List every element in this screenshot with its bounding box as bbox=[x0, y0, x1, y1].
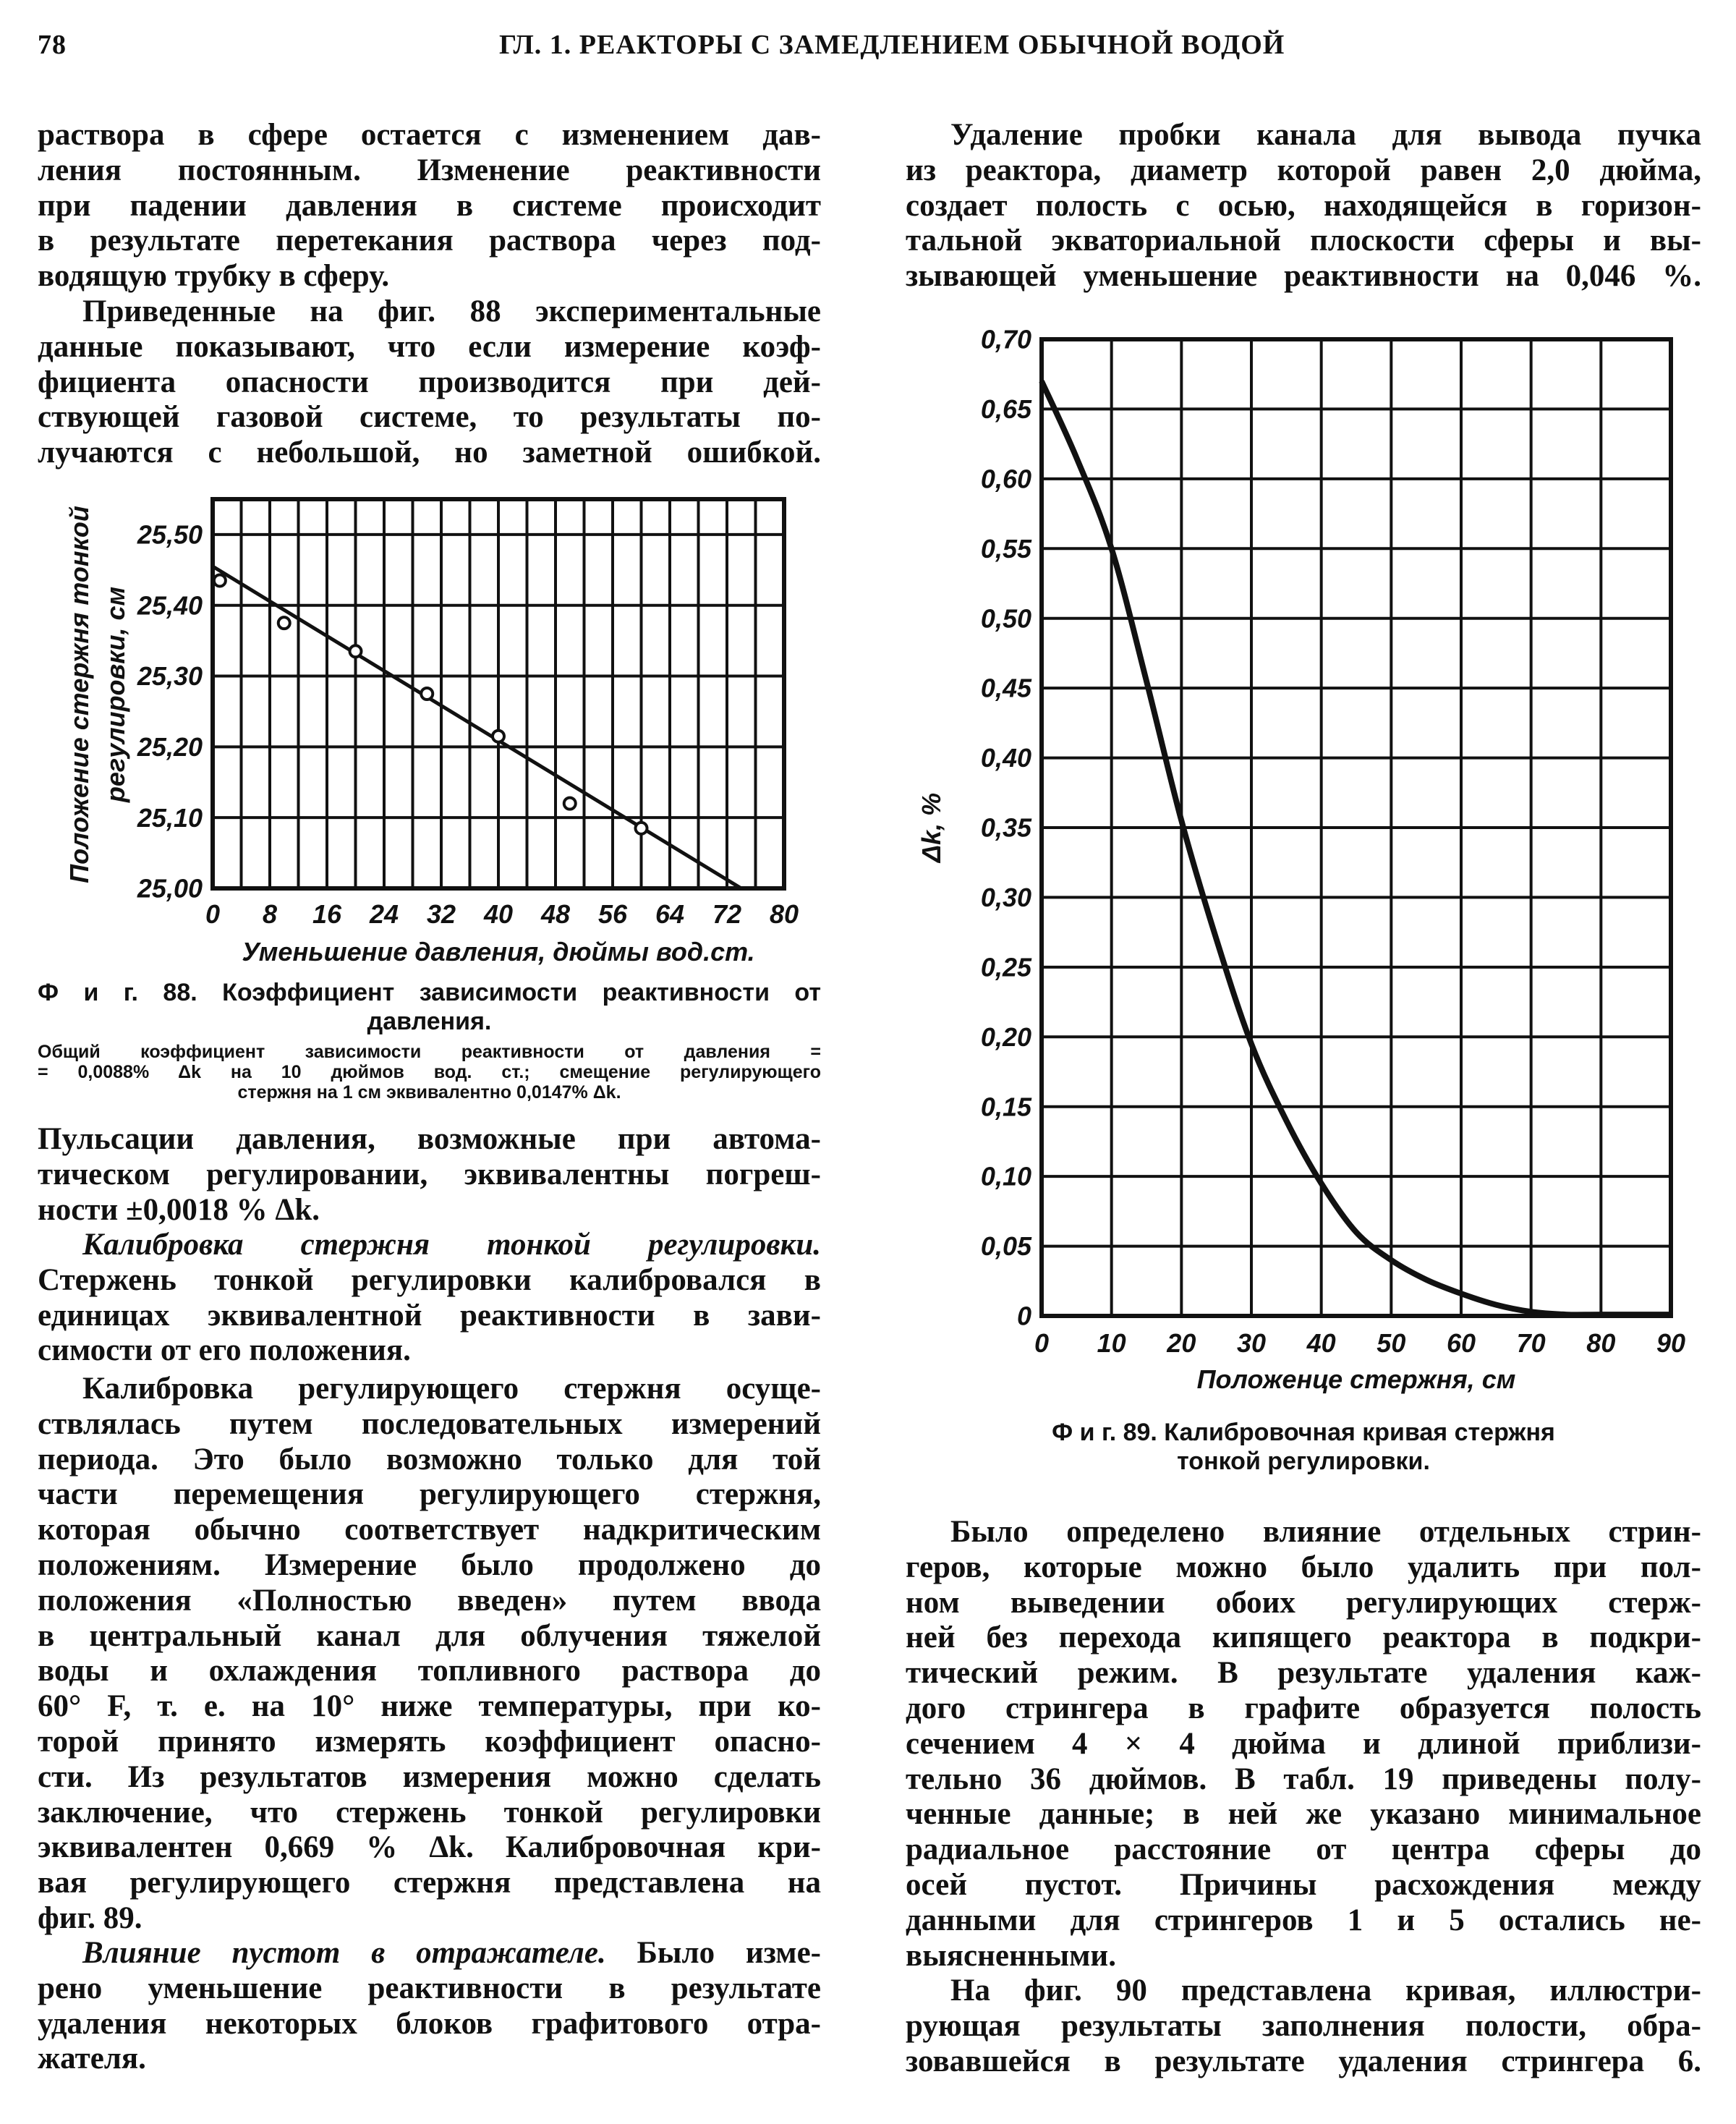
x-tick-label: 80 bbox=[769, 899, 799, 929]
text-line: Стержень тонкой регулировки калибровался в bbox=[38, 1262, 821, 1297]
x-tick-label: 16 bbox=[312, 899, 342, 929]
y-tick-label: 0,30 bbox=[980, 883, 1031, 913]
text-line: Было определено влияние отдельных стрин- bbox=[950, 1515, 1701, 1549]
fig88-caption-note-2: = 0,0088% Δk на 10 дюймов вод. ст.; смещение регулирующего bbox=[38, 1062, 821, 1082]
text-line: торой принято измерять коэффициент опасно- bbox=[38, 1724, 821, 1759]
text-line: ствлялась путем последовательных измерений bbox=[38, 1406, 821, 1441]
x-tick-label: 40 bbox=[1306, 1328, 1336, 1358]
section-heading-calibration: Калибровка стержня тонкой регулировки. bbox=[82, 1228, 821, 1262]
text-line: тельно 36 дюймов. В табл. 19 приведены полу- bbox=[906, 1762, 1701, 1796]
text-line: тическом регулировании, эквивалентны погреш- bbox=[38, 1157, 821, 1191]
x-tick-label: 72 bbox=[712, 899, 742, 929]
fig88-caption-title-2: давления. bbox=[367, 1008, 492, 1035]
text-line: геров, которые можно было удалить при пол- bbox=[906, 1550, 1701, 1584]
calibration-curve bbox=[1042, 381, 1671, 1315]
x-tick-label: 32 bbox=[426, 899, 456, 929]
text-line: положения «Полностью введен» путем ввода bbox=[38, 1583, 821, 1618]
text-line: 60° F, т. е. на 10° ниже температуры, при ко- bbox=[38, 1689, 821, 1724]
text-line: Приведенные на фиг. 88 экспериментальные bbox=[82, 294, 821, 328]
y-axis-label: Δk, % bbox=[916, 792, 946, 863]
text-line: Удаление пробки канала для вывода пучка bbox=[950, 118, 1701, 152]
y-tick-label: 0,65 bbox=[980, 394, 1031, 425]
x-tick-label: 90 bbox=[1656, 1328, 1686, 1358]
text-line: ления постоянным. Изменение реактивности bbox=[38, 153, 821, 187]
x-tick-label: 56 bbox=[597, 899, 628, 929]
text-line: зывающей уменьшение реактивности на 0,046 %. bbox=[906, 259, 1701, 294]
text-line: тический режим. В результате удаления каж- bbox=[906, 1656, 1701, 1691]
text-line: части перемещения регулирующего стержня, bbox=[38, 1477, 821, 1512]
text-line: которая обычно соответствует надкритическим bbox=[38, 1513, 821, 1547]
running-title: ГЛ. 1. РЕАКТОРЫ С ЗАМЕДЛЕНИЕМ ОБЫЧНОЙ ВОДОЙ bbox=[499, 30, 1285, 60]
text-line: из реактора, диаметр которой равен 2,0 дюйма, bbox=[906, 153, 1701, 187]
x-tick-label: 10 bbox=[1097, 1328, 1126, 1358]
fig88-caption-note-1: Общий коэффициент зависимости реактивности от давления = bbox=[38, 1042, 821, 1062]
x-tick-label: 24 bbox=[369, 899, 399, 929]
x-tick-label: 8 bbox=[262, 899, 278, 929]
text-line: ном выведении обоих регулирующих стерж- bbox=[906, 1585, 1701, 1620]
data-point bbox=[636, 823, 647, 834]
fig89-caption-title-2: тонкой регулировки. bbox=[1177, 1448, 1430, 1475]
x-axis-label: Положенце стержня, см bbox=[1196, 1364, 1516, 1394]
section-heading-voids: Влияние пустот в отражателе. bbox=[82, 1936, 606, 1970]
data-point bbox=[278, 617, 290, 629]
text-line: ней без перехода кипящего реактора в подкри- bbox=[906, 1620, 1701, 1655]
page-number: 78 bbox=[38, 30, 67, 60]
data-point bbox=[564, 798, 576, 810]
text-line: зовавшейся в результате удаления стрингера 6. bbox=[906, 2044, 1701, 2078]
y-tick-label: 0,40 bbox=[980, 743, 1031, 773]
y-tick-label: 25,20 bbox=[137, 731, 203, 762]
text-line: данными для стрингеров 1 и 5 остались не- bbox=[906, 1903, 1701, 1937]
text-line: осей пустот. Причины расхождения между bbox=[906, 1867, 1701, 1902]
text-line: эквивалентен 0,669 % Δk. Калибровочная кри- bbox=[38, 1830, 821, 1865]
x-tick-label: 30 bbox=[1236, 1328, 1267, 1358]
text-line: рующая результаты заполнения полости, обра- bbox=[906, 2008, 1701, 2043]
text-line: единицах эквивалентной реактивности в зави- bbox=[38, 1298, 821, 1333]
text-line: фициента опасности производится при дей- bbox=[38, 365, 821, 399]
text-line: жателя. bbox=[38, 2042, 146, 2076]
fig89-caption-title-1: Ф и г. 89. Калибровочная кривая стержня bbox=[1052, 1419, 1555, 1446]
x-tick-label: 0 bbox=[1034, 1328, 1050, 1358]
x-tick-label: 40 bbox=[483, 899, 514, 929]
text-line: ствующей газовой системе, то результаты по- bbox=[38, 400, 821, 435]
text-line: данные показывают, что если измерение коэф- bbox=[38, 329, 821, 364]
y-tick-label: 25,40 bbox=[137, 590, 203, 621]
section-heading-voids-rest: Было изме- bbox=[605, 1936, 821, 1970]
text-line: Калибровка регулирующего стержня осуще- bbox=[82, 1372, 821, 1406]
x-tick-label: 64 bbox=[655, 899, 685, 929]
text-line: удаления некоторых блоков графитового отра- bbox=[38, 2006, 821, 2041]
data-point bbox=[214, 574, 226, 586]
text-line: радиальное расстояние от центра сферы до bbox=[906, 1832, 1701, 1867]
text-line: лучаются с небольшой, но заметной ошибкой. bbox=[38, 436, 821, 470]
fig88-caption-title-1: Ф и г. 88. Коэффициент зависимости реактивности от bbox=[38, 979, 821, 1006]
text-line: периода. Это было возможно только для той bbox=[38, 1442, 821, 1477]
text-line: тальной экваториальной плоскости сферы и вы- bbox=[906, 224, 1701, 258]
x-axis-label: Уменьшение давления, дюймы вод.ст. bbox=[242, 937, 755, 967]
text-line: сти. Из результатов измерения можно сделать bbox=[38, 1759, 821, 1794]
y-tick-label: 0,10 bbox=[980, 1161, 1031, 1191]
x-tick-label: 48 bbox=[540, 899, 571, 929]
data-point bbox=[421, 688, 433, 700]
data-point bbox=[350, 645, 362, 657]
text-line: дого стрингера в графите образуется полость bbox=[906, 1691, 1701, 1725]
text-line: в центральный канал для облучения тяжелой bbox=[38, 1618, 821, 1653]
y-tick-label: 25,30 bbox=[137, 661, 203, 692]
text-line: водящую трубку в сферу. bbox=[38, 259, 390, 294]
y-tick-label: 25,50 bbox=[137, 519, 203, 550]
text-line: создает полость с осью, находящейся в горизон- bbox=[906, 188, 1701, 223]
text-line: вая регулирующего стержня представлена на bbox=[38, 1866, 821, 1900]
text-line: заключение, что стержень тонкой регулировки bbox=[38, 1795, 821, 1830]
text-line: положениям. Измерение было продолжено до bbox=[38, 1547, 821, 1582]
y-tick-label: 0,35 bbox=[980, 812, 1031, 843]
y-tick-label: 0,60 bbox=[980, 464, 1031, 494]
y-tick-label: 0,05 bbox=[980, 1231, 1031, 1262]
y-axis-label: Положение стержня тонкой bbox=[64, 506, 94, 883]
text-line: воды и охлаждения топливного раствора до bbox=[38, 1654, 821, 1688]
x-tick-label: 50 bbox=[1377, 1328, 1406, 1358]
x-tick-label: 80 bbox=[1586, 1328, 1616, 1358]
fig88-caption-note-3: стержня на 1 см эквивалентно 0,0147% Δk. bbox=[237, 1082, 621, 1103]
y-tick-label: 25,10 bbox=[137, 802, 203, 833]
y-tick-label: 25,00 bbox=[137, 873, 203, 904]
y-tick-label: 0,45 bbox=[980, 673, 1031, 703]
x-tick-label: 20 bbox=[1167, 1328, 1196, 1358]
y-tick-label: 0 bbox=[1016, 1301, 1031, 1331]
text-line: симости от его положения. bbox=[38, 1333, 411, 1368]
text-line: выясненными. bbox=[906, 1938, 1116, 1973]
y-tick-label: 0,15 bbox=[980, 1092, 1031, 1122]
text-line: Пульсации давления, возможные при автома- bbox=[38, 1122, 821, 1156]
data-point bbox=[493, 731, 504, 742]
text-line: ности ±0,0018 % Δk. bbox=[38, 1192, 320, 1227]
text-line: при падении давления в системе происходит bbox=[38, 188, 821, 223]
fit-line bbox=[213, 566, 741, 888]
y-tick-label: 0,50 bbox=[980, 603, 1031, 634]
x-tick-label: 60 bbox=[1446, 1328, 1476, 1358]
text-line: фиг. 89. bbox=[38, 1900, 142, 1935]
text-line: рено уменьшение реактивности в результате bbox=[38, 1971, 821, 2005]
text-line: ченные данные; в ней же указано минимальное bbox=[906, 1797, 1701, 1832]
x-tick-label: 0 bbox=[205, 899, 221, 929]
x-tick-label: 70 bbox=[1516, 1328, 1546, 1358]
text-line: сечением 4 × 4 дюйма и длиной приблизи- bbox=[906, 1726, 1701, 1761]
y-axis-label: регулировки, см bbox=[101, 586, 130, 803]
text-line: На фиг. 90 представлена кривая, иллюстри- bbox=[950, 1974, 1701, 2008]
y-tick-label: 0,70 bbox=[980, 324, 1031, 354]
y-tick-label: 0,20 bbox=[980, 1021, 1031, 1052]
text-line: в результате перетекания раствора через под- bbox=[38, 224, 821, 258]
y-tick-label: 0,25 bbox=[980, 952, 1031, 982]
text-line: раствора в сфере остается с изменением дав- bbox=[38, 118, 821, 152]
y-tick-label: 0,55 bbox=[980, 533, 1031, 564]
